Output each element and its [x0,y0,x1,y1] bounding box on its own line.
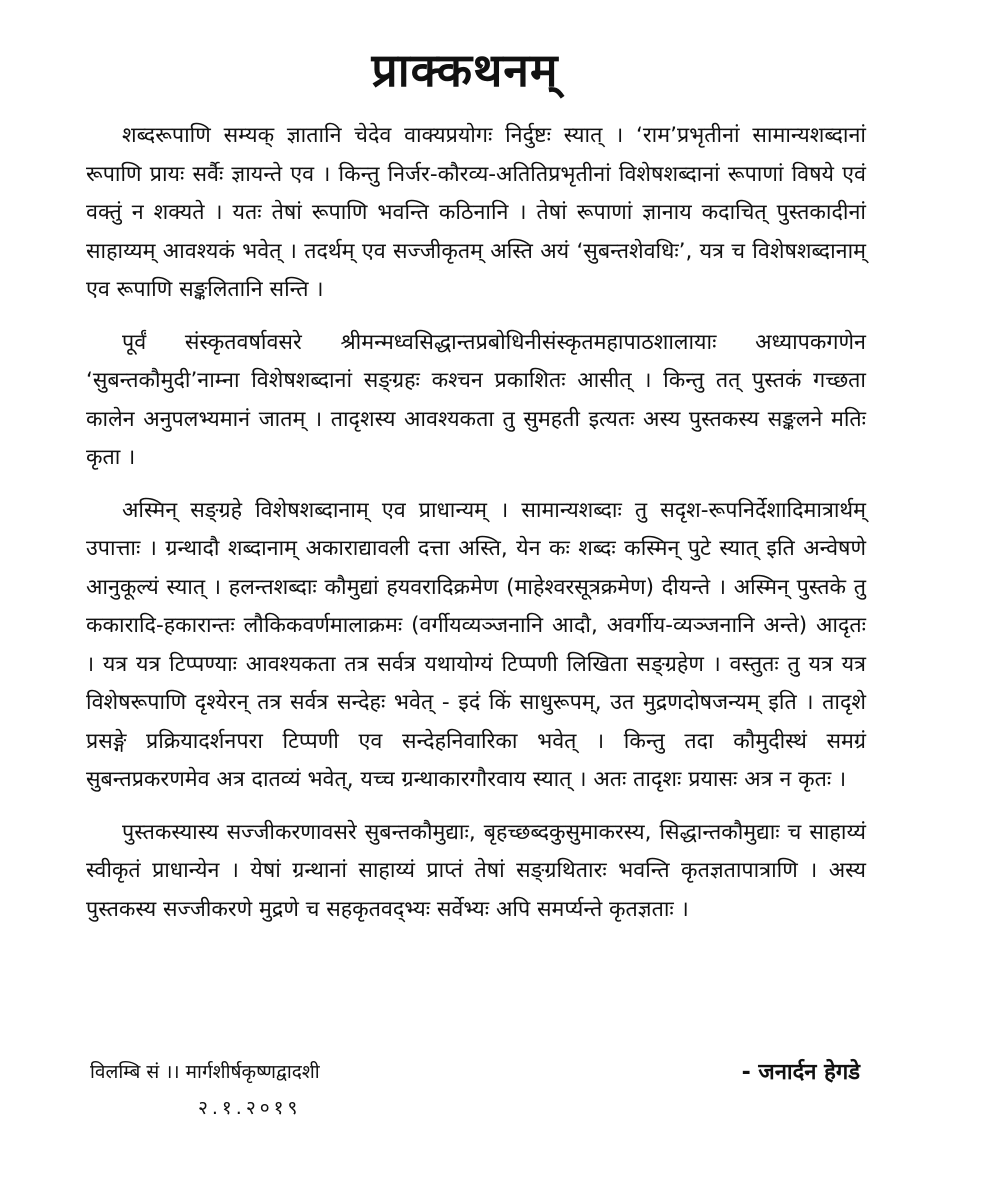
era-date-line: विलम्बि सं ।। मार्गशीर्षकृष्णद्वादशी [90,1061,320,1083]
author-signature: - जनार्दन हेगडे [741,1060,860,1085]
document-body [86,117,866,943]
gregorian-date: २.१.२०१९ [198,1097,302,1119]
paragraph-3: अस्मिन् सङ्ग्रहे विशेषशब्दानाम् एव प्राधान्यम् । सामान्यशब्दाः तु सदृश-रूपनिर्देशादिमात्रार्थम् उपात्ताः । ग्रन्थादौ शब्दानाम् अकाराद्यावली दत्ता अस्ति, येन कः शब्दः कस्मिन् पुटे स्यात् इति अन्वेषणे आनुकूल्यं स्यात् । हलन्तशब्दाः कौमुद्यां हयवरादिक्रमेण (माहेश्वरसूत्रक्रमेण) दीयन्ते । अस्मिन् पुस्तके तु ककारादि-हकारान्तः लौकिकवर्णमालाक्रमः (वर्गीयव्यञ्जनानि आदौ, अवर्गीय-व्यञ्जनानि अन्ते) आदृतः । यत्र यत्र टिप्पण्याः आवश्यकता तत्र सर्वत्र यथायोग्यं टिप्पणी लिखिता सङ्ग्रहेण । वस्तुतः तु यत्र यत्र विशेषरूपाणि दृश्येरन् तत्र सर्वत्र सन्देहः भवेत् - इदं किं साधुरूपम्, उत मुद्रणदोषजन्यम् इति । तादृशे प्रसङ्गे प्रक्रियादर्शनपरा टिप्पणी एव सन्देहनिवारिका भवेत् । किन्तु तदा कौमुदीस्थं समग्रं सुबन्तप्रकरणमेव अत्र दातव्यं भवेत्, यच्च ग्रन्थाकारगौरवाय स्यात् । अतः तादृशः प्रयासः अत्र न कृतः । [86,497,866,792]
paragraph-4: पुस्तकस्यास्य सज्जीकरणावसरे सुबन्तकौमुद्याः, बृहच्छब्दकुसुमाकरस्य, सिद्धान्तकौमुद्याः च साहाय्यं स्वीकृतं प्राधान्येन । येषां ग्रन्थानां साहाय्यं प्राप्तं तेषां सङ्ग्रथितारः भवन्ति कृतज्ञतापात्राणि । अस्य पुस्तकस्य सज्जीकरणे मुद्रणे च सहकृतवद्भ्यः सर्वेभ्यः अपि समर्प्यन्ते कृतज्ञताः । [86,819,866,922]
document-footer [90,1058,860,1128]
page-title: प्राक्कथनम् [371,43,559,97]
paragraph-2: पूर्वं संस्कृतवर्षावसरे श्रीमन्मध्वसिद्धान्तप्रबोधिनीसंस्कृतमहापाठशालायाः अध्यापकगणेन ‘सुबन्तकौमुदी’नाम्ना विशेषशब्दानां सङ्ग्रहः कश्चन प्रकाशितः आसीत् । किन्तु तत् पुस्तकं गच्छता कालेन अनुपलभ्यमानं जातम् । तादृशस्य आवश्यकता तु सुमहती इत्यतः अस्य पुस्तकस्य सङ्कलने मतिः कृता । [86,329,866,470]
paragraph-1: शब्दरूपाणि सम्यक् ज्ञातानि चेदेव वाक्यप्रयोगः निर्दुष्टः स्यात् । ‘राम’प्रभृतीनां सामान्यशब्दानां रूपाणि प्रायः सर्वैः ज्ञायन्ते एव । किन्तु निर्जर-कौरव्य-अतितिप्रभृतीनां विशेषशब्दानां रूपाणां विषये एवं वक्तुं न शक्यते । यतः तेषां रूपाणि भवन्ति कठिनानि । तेषां रूपाणां ज्ञानाय कदाचित् पुस्तकादीनां साहाय्यम् आवश्यकं भवेत् । तदर्थम् एव सज्जीकृतम् अस्ति अयं ‘सुबन्तशेवधिः’, यत्र च विशेषशब्दानाम् एव रूपाणि सङ्कलितानि सन्ति । [86,123,866,302]
